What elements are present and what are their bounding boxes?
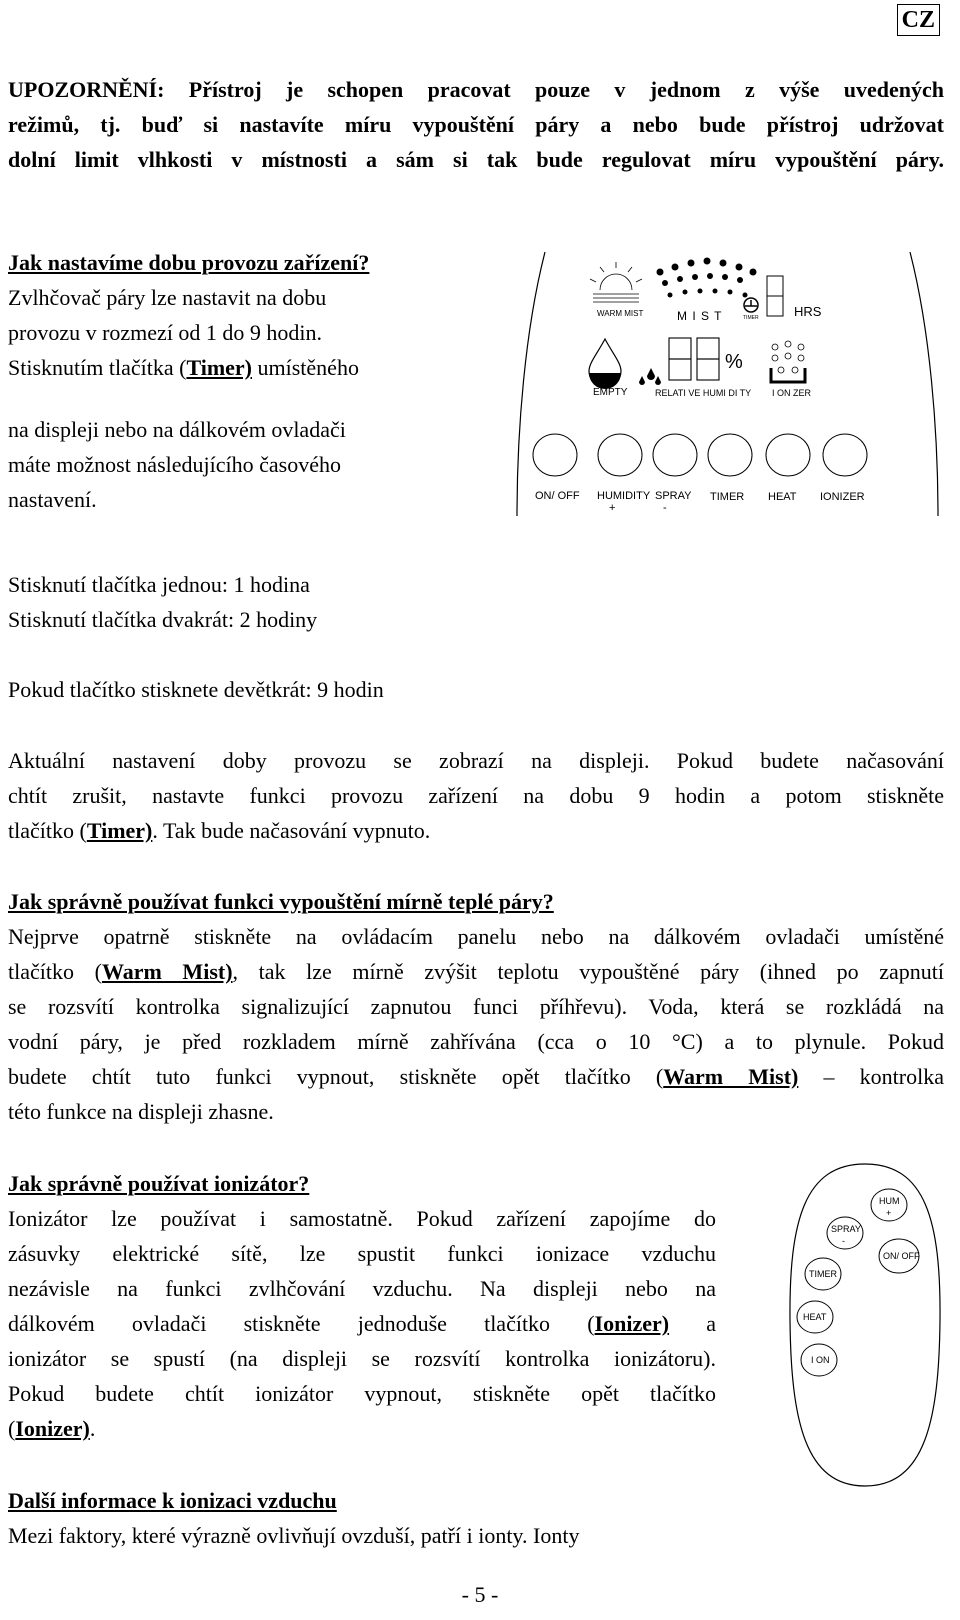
text: tlačítko ( [8,818,87,843]
timer-more [8,412,508,517]
current-setting-paragraph [8,743,944,848]
remote-ion-label: I ON [811,1355,830,1365]
warm-mist-button-ref: Warm Mist) [663,1064,799,1089]
warm-mist-section [8,884,944,1129]
text: a [669,1311,716,1336]
warm-mist-label: WARM MIST [597,309,644,318]
ionizer-label: IONIZER [820,491,865,503]
paragraph-line: chtít zrušit, nastavte funkci provozu zařízení na dobu 9 hodin a potom stiskněte [8,783,944,808]
timer-section [8,245,508,385]
hours-digit-display [767,276,783,316]
small-drops-icon [639,368,661,385]
ionizer-base [771,368,805,382]
text: – kontrolka [798,1064,944,1089]
humidity-digit-display [669,338,719,380]
ion-info-section [8,1483,944,1553]
panel-outline-left [517,252,545,516]
timer-more-line: nastavení. [8,487,97,512]
remote-timer-label: TIMER [809,1269,837,1279]
press-twice: Stisknutí tlačítka dvakrát: 2 hodiny [8,607,318,632]
water-drop-icon [589,339,621,389]
text: dálkovém ovladači stiskněte jednoduše tlačítko ( [8,1311,595,1336]
page-number: - 5 - [461,1582,499,1607]
warning-line: režimů, tj. buď si nastavíte míru vypouštění páry a nebo bude přístroj udržovat [8,112,944,137]
paragraph-line: Pokud budete chtít ionizátor vypnout, stiskněte opět tlačítko [8,1381,716,1406]
timer-button-ref: Timer) [86,818,153,843]
paragraph-line: nezávisle na funkci zvlhčování vzduchu. Na displeji nebo na [8,1276,716,1301]
remote-minus-label: - [842,1236,845,1246]
timer-press-line [8,350,508,385]
hrs-label: HRS [794,304,822,319]
timer-button-ref: Timer) [186,355,253,380]
remote-spray-label: SPRAY [831,1224,861,1234]
warning-line: UPOZORNĚNÍ: Přístroj je schopen pracovat pouze v jednom z výše uvedených [8,77,944,102]
panel-outline-right [910,252,938,516]
timer-button[interactable] [708,434,752,476]
warning-line: dolní limit vlhkosti v místnosti a sám si tak bude regulovat míru vypouštění páry. [8,147,944,172]
heat-label: HEAT [768,491,797,503]
spray-label: SPRAY [655,490,692,502]
warm-mist-sun-icon [590,262,642,302]
paragraph-line [8,954,944,989]
ionizer-button-ref: Ionizer) [594,1311,670,1336]
press-once: Stisknutí tlačítka jednou: 1 hodina [8,572,310,597]
remote-heat-label: HEAT [803,1312,827,1322]
humidity-label: HUMIDITY [597,490,651,502]
paragraph-line [8,1411,716,1446]
remote-plus-label: + [886,1208,892,1218]
relative-humidity-label: RELATI VE HUMI DI TY [655,388,752,398]
text: , tak lze mírně zvýšit teplotu vypouštěné páry (ihned po zapnutí [232,959,944,984]
timer-heading: Jak nastavíme dobu provozu zařízení? [8,250,370,275]
text: budete chtít tuto funkci vypnout, stiskněte opět tlačítko ( [8,1064,664,1089]
timer-intro-line: Zvlhčovač páry lze nastavit na dobu [8,285,327,310]
ionizer-button[interactable] [823,434,867,476]
text: tlačítko ( [8,959,102,984]
paragraph-line [8,1059,944,1094]
remote-body [790,1164,940,1486]
press-nine: Pokud tlačítko stisknete devětkrát: 9 hodin [8,677,384,702]
humidity-plus-label: + [609,502,616,514]
timer-label: TIMER [710,491,745,503]
remote-control-illustration [785,1160,945,1490]
text: umístěného [252,355,359,380]
text: . [89,1416,96,1441]
humidity-button[interactable] [598,434,642,476]
timer-more-line: na displeji nebo na dálkovém ovladači [8,417,346,442]
paragraph-line: Nejprve opatrně stiskněte na ovládacím panelu nebo na dálkovém ovladači umístěné [8,924,944,949]
ionizer-heading: Jak správně používat ionizátor? [8,1171,310,1196]
empty-label: EMPTY [593,387,628,398]
on-off-label: ON/ OFF [535,490,580,502]
paragraph-line [8,1306,716,1341]
paragraph-line: ionizátor se spustí (na displeji se rozsvítí kontrolka ionizátoru). [8,1346,716,1371]
percent-sign: % [725,351,743,373]
ionizer-icon [772,341,804,373]
ionizer-button-ref: Ionizer) [15,1416,90,1441]
timer-intro-line: provozu v rozmezí od 1 do 9 hodin. [8,320,323,345]
ionizer-small-label: I ON ZER [772,388,812,398]
mist-dots-icon [657,258,757,298]
remote-hum-label: HUM [879,1196,900,1206]
paragraph-line: se rozsvítí kontrolka signalizující zapnutou funci příhřevu). Voda, která se rozkládá na [8,994,944,1019]
timer-clock-icon [744,298,758,312]
paragraph-line: vodní páry, je před rozkladem mírně zahřívána (cca o 10 °C) a to plynule. Pokud [8,1029,944,1054]
paragraph-line: Aktuální nastavení doby provozu se zobrazí na displeji. Pokud budete načasování [8,748,944,773]
text: ( [8,1416,16,1441]
language-badge: CZ [897,4,940,36]
spray-button[interactable] [653,434,697,476]
paragraph-line [8,813,944,848]
text: . Tak bude načasování vypnuto. [152,818,431,843]
timer-small-label: TIMER [743,315,759,321]
warning-paragraph [8,72,944,177]
mist-label: M I S T [677,309,723,323]
ionizer-section [8,1166,716,1446]
timer-more-line: máte možnost následujícího časového [8,452,341,477]
ion-info-heading: Další informace k ionizaci vzduchu [8,1488,337,1513]
control-panel-illustration [505,250,950,520]
remote-onoff-label: ON/ OFF [883,1251,920,1261]
spray-minus-label: - [663,502,667,514]
text: Stisknutím tlačítka ( [8,355,187,380]
paragraph-line: Ionizátor lze používat i samostatně. Pokud zařízení zapojíme do [8,1206,716,1231]
paragraph-line: této funkce na displeji zhasne. [8,1099,274,1124]
on-off-button[interactable] [533,434,577,476]
heat-button[interactable] [766,434,810,476]
warm-mist-button-ref: Warm Mist) [101,959,233,984]
paragraph-line: zásuvky elektrické sítě, lze spustit funkci ionizace vzduchu [8,1241,716,1266]
paragraph-line: Mezi faktory, které výrazně ovlivňují ovzduší, patří i ionty. Ionty [8,1523,580,1548]
warm-mist-heading: Jak správně používat funkci vypouštění mírně teplé páry? [8,889,554,914]
